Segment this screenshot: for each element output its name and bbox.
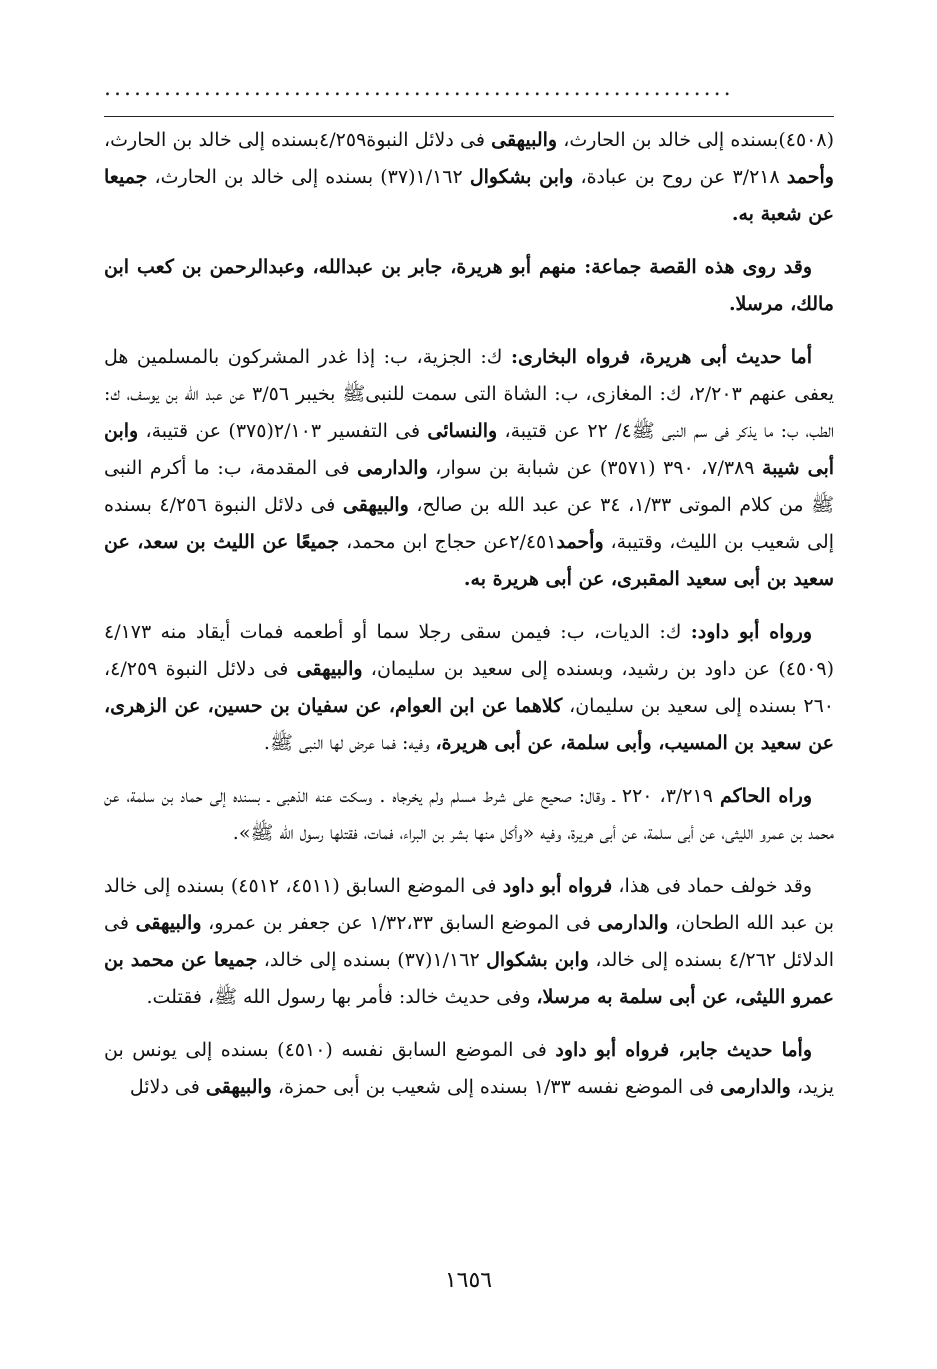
bold-text-segment: أما حديث أبى هريرة، فرواه البخارى: (510, 346, 813, 368)
bold-text-segment: جميعا عن محمد بن عمرو الليثى، عن أبى سلمة به مرسلا، (104, 949, 834, 1008)
footnote-body (104, 122, 834, 1122)
text-segment: فى الدلائل ٤/٢٦٢ بسنده إلى خالد، (104, 912, 835, 971)
bold-text-segment: والبيهقى (491, 129, 558, 151)
bold-text-segment: وراه الحاكم (719, 785, 812, 807)
text-segment: فى الموضع نفسه ١/٣٣ بسنده إلى شعيب بن أبى حمزة، (271, 1076, 721, 1098)
text-segment: وقد خولف حماد فى هذا، (612, 875, 813, 897)
bold-text-segment: وابن أبى شيبة (104, 420, 835, 479)
text-segment: فى الموضع السابق نفسه (٤٥١٠) بسنده إلى يونس بن يزيد، (104, 1039, 834, 1098)
bold-text-segment: والبيهقى (342, 494, 409, 516)
bold-text-segment: والدارمى (720, 1076, 791, 1098)
bold-text-segment: وابن بشكوال (469, 166, 574, 188)
text-segment: فى الموضع السابق ١/٣٢،٣٣ عن جعفر بن عمرو، (201, 912, 598, 934)
text-segment: فى المقدمة، ب: ما أكرم النبى ﷺ من كلام الموتى ١/٣٣، ٣٤ عن عبد الله بن صالح، (104, 457, 835, 516)
text-segment: (٤٥٠٨)بسنده إلى خالد بن الحارث، (557, 129, 834, 151)
paragraph (104, 122, 834, 233)
bold-text-segment: والنسائى (427, 420, 498, 442)
paragraph (104, 778, 834, 852)
header-dotted-line: ............................................................... (104, 78, 734, 100)
bold-text-segment: كلاهما عن ابن العوام، عن سفيان بن حسين، عن الزهرى، عن سعيد بن المسيب، وأبى سلمة، عن أبى هريرة، (104, 695, 834, 754)
text-segment: ١/١٦٢(٣٧) بسنده إلى خالد بن الحارث، (147, 166, 470, 188)
text-segment: ١/١٦٢(٣٧) بسنده إلى خالد، (257, 949, 487, 971)
text-segment: فى الموضع السابق (٤٥١١، ٤٥١٢) بسنده إلى خالد بن عبد الله الطحان، (104, 875, 834, 934)
text-segment: فى دلائل النبوة ٤/٢٥٩، ٢٦٠ بسنده إلى سعيد بن سليمان، (104, 658, 834, 717)
page-number: ١٦٥٦ (444, 1268, 493, 1293)
bold-text-segment: والدارمى (597, 912, 669, 934)
bold-text-segment: وابن بشكوال (486, 949, 589, 971)
paragraph (104, 339, 834, 598)
bold-text-segment: ورواه أبو داود: (690, 621, 813, 643)
paragraph (104, 614, 834, 762)
bold-text-segment: وأما حديث جابر، فرواه أبو داود (555, 1039, 812, 1061)
bold-text-segment: والبيهقى (135, 912, 202, 934)
text-segment: ٧/٣٨٩، ٣٩٠ (٣٥٧١) عن شبابة بن سوار، (427, 457, 762, 479)
bold-text-segment: والدارمى (357, 457, 428, 479)
paragraph (104, 1032, 834, 1106)
text-segment: ٣/٢١٨ عن روح بن عبادة، (573, 166, 787, 188)
paragraph (104, 249, 834, 323)
text-segment: ٣/٢١٩، ٢٢٠ ـ وقال: صحيح على شرط مسلم ولم يخرجاه . وسكت عنه الذهبى ـ بسنده إلى حماد بن سلمة، عن محمد بن عمرو الليثى، عن أبى سلمة، عن أبى هريرة، وفيه «وأكل منها بشر بن البراء، فمات، فقتلها رسول الله ﷺ». (104, 785, 834, 844)
bold-text-segment: جميعا عن شعبة به. (104, 166, 834, 225)
bold-text-segment: وأحمد (556, 531, 604, 553)
text-segment: وفيه: فما عرض لها النبى ﷺ. (263, 732, 436, 754)
text-segment: ك: الديات، ب: فيمن سقى رجلا سما أو أطعمه فمات أيقاد منه ٤/١٧٣ (٤٥٠٩) عن داود بن رشيد، وبسنده إلى سعيد بن سليمان، (104, 621, 835, 680)
text-segment: ك: الجزية، ب: إذا غدر المشركون بالمسلمين هل يعفى عنهم ٢/٢٠٣، ك: المغازى، ب: الشاة التى سمت للنبىﷺ بخيبر ٣/٥٦ عن عبد الله بن يوسف، ك: الطب، ب: ما يذكر فى سم النبى ﷺ٤/ ٢٢ عن قتيبة، (104, 346, 834, 442)
header-rule (104, 116, 834, 117)
bold-text-segment: وأحمد (786, 166, 834, 188)
text-segment: فى دلائل النبوة ٤/٢٥٦ بسنده إلى شعيب بن الليث، وقتيبة، (104, 494, 834, 553)
text-segment: وفى حديث خالد: فأمر بها رسول الله ﷺ، فقتلت. (146, 986, 537, 1008)
paragraph (104, 868, 834, 1016)
text-segment: ٢/٤٥١عن حجاج ابن محمد، (339, 531, 557, 553)
text-segment: فى التفسير ٢/١٠٣(٣٧٥) عن قتيبة، (138, 420, 428, 442)
bold-text-segment: وقد روى هذه القصة جماعة: منهم أبو هريرة، جابر بن عبدالله، وعبدالرحمن بن كعب ابن مالك، مرسلا. (104, 256, 834, 315)
text-segment: فى دلائل النبوة٤/٢٥٩بسنده إلى خالد بن الحارث، (104, 129, 492, 151)
bold-text-segment: والبيهقى (205, 1076, 272, 1098)
bold-text-segment: جميعًا عن الليث بن سعد، عن سعيد بن أبى سعيد المقبرى، عن أبى هريرة به. (104, 531, 834, 590)
bold-text-segment: فرواه أبو داود (502, 875, 613, 897)
bold-text-segment: والبيهقى (296, 658, 363, 680)
text-segment: فى دلائل (129, 1076, 206, 1098)
